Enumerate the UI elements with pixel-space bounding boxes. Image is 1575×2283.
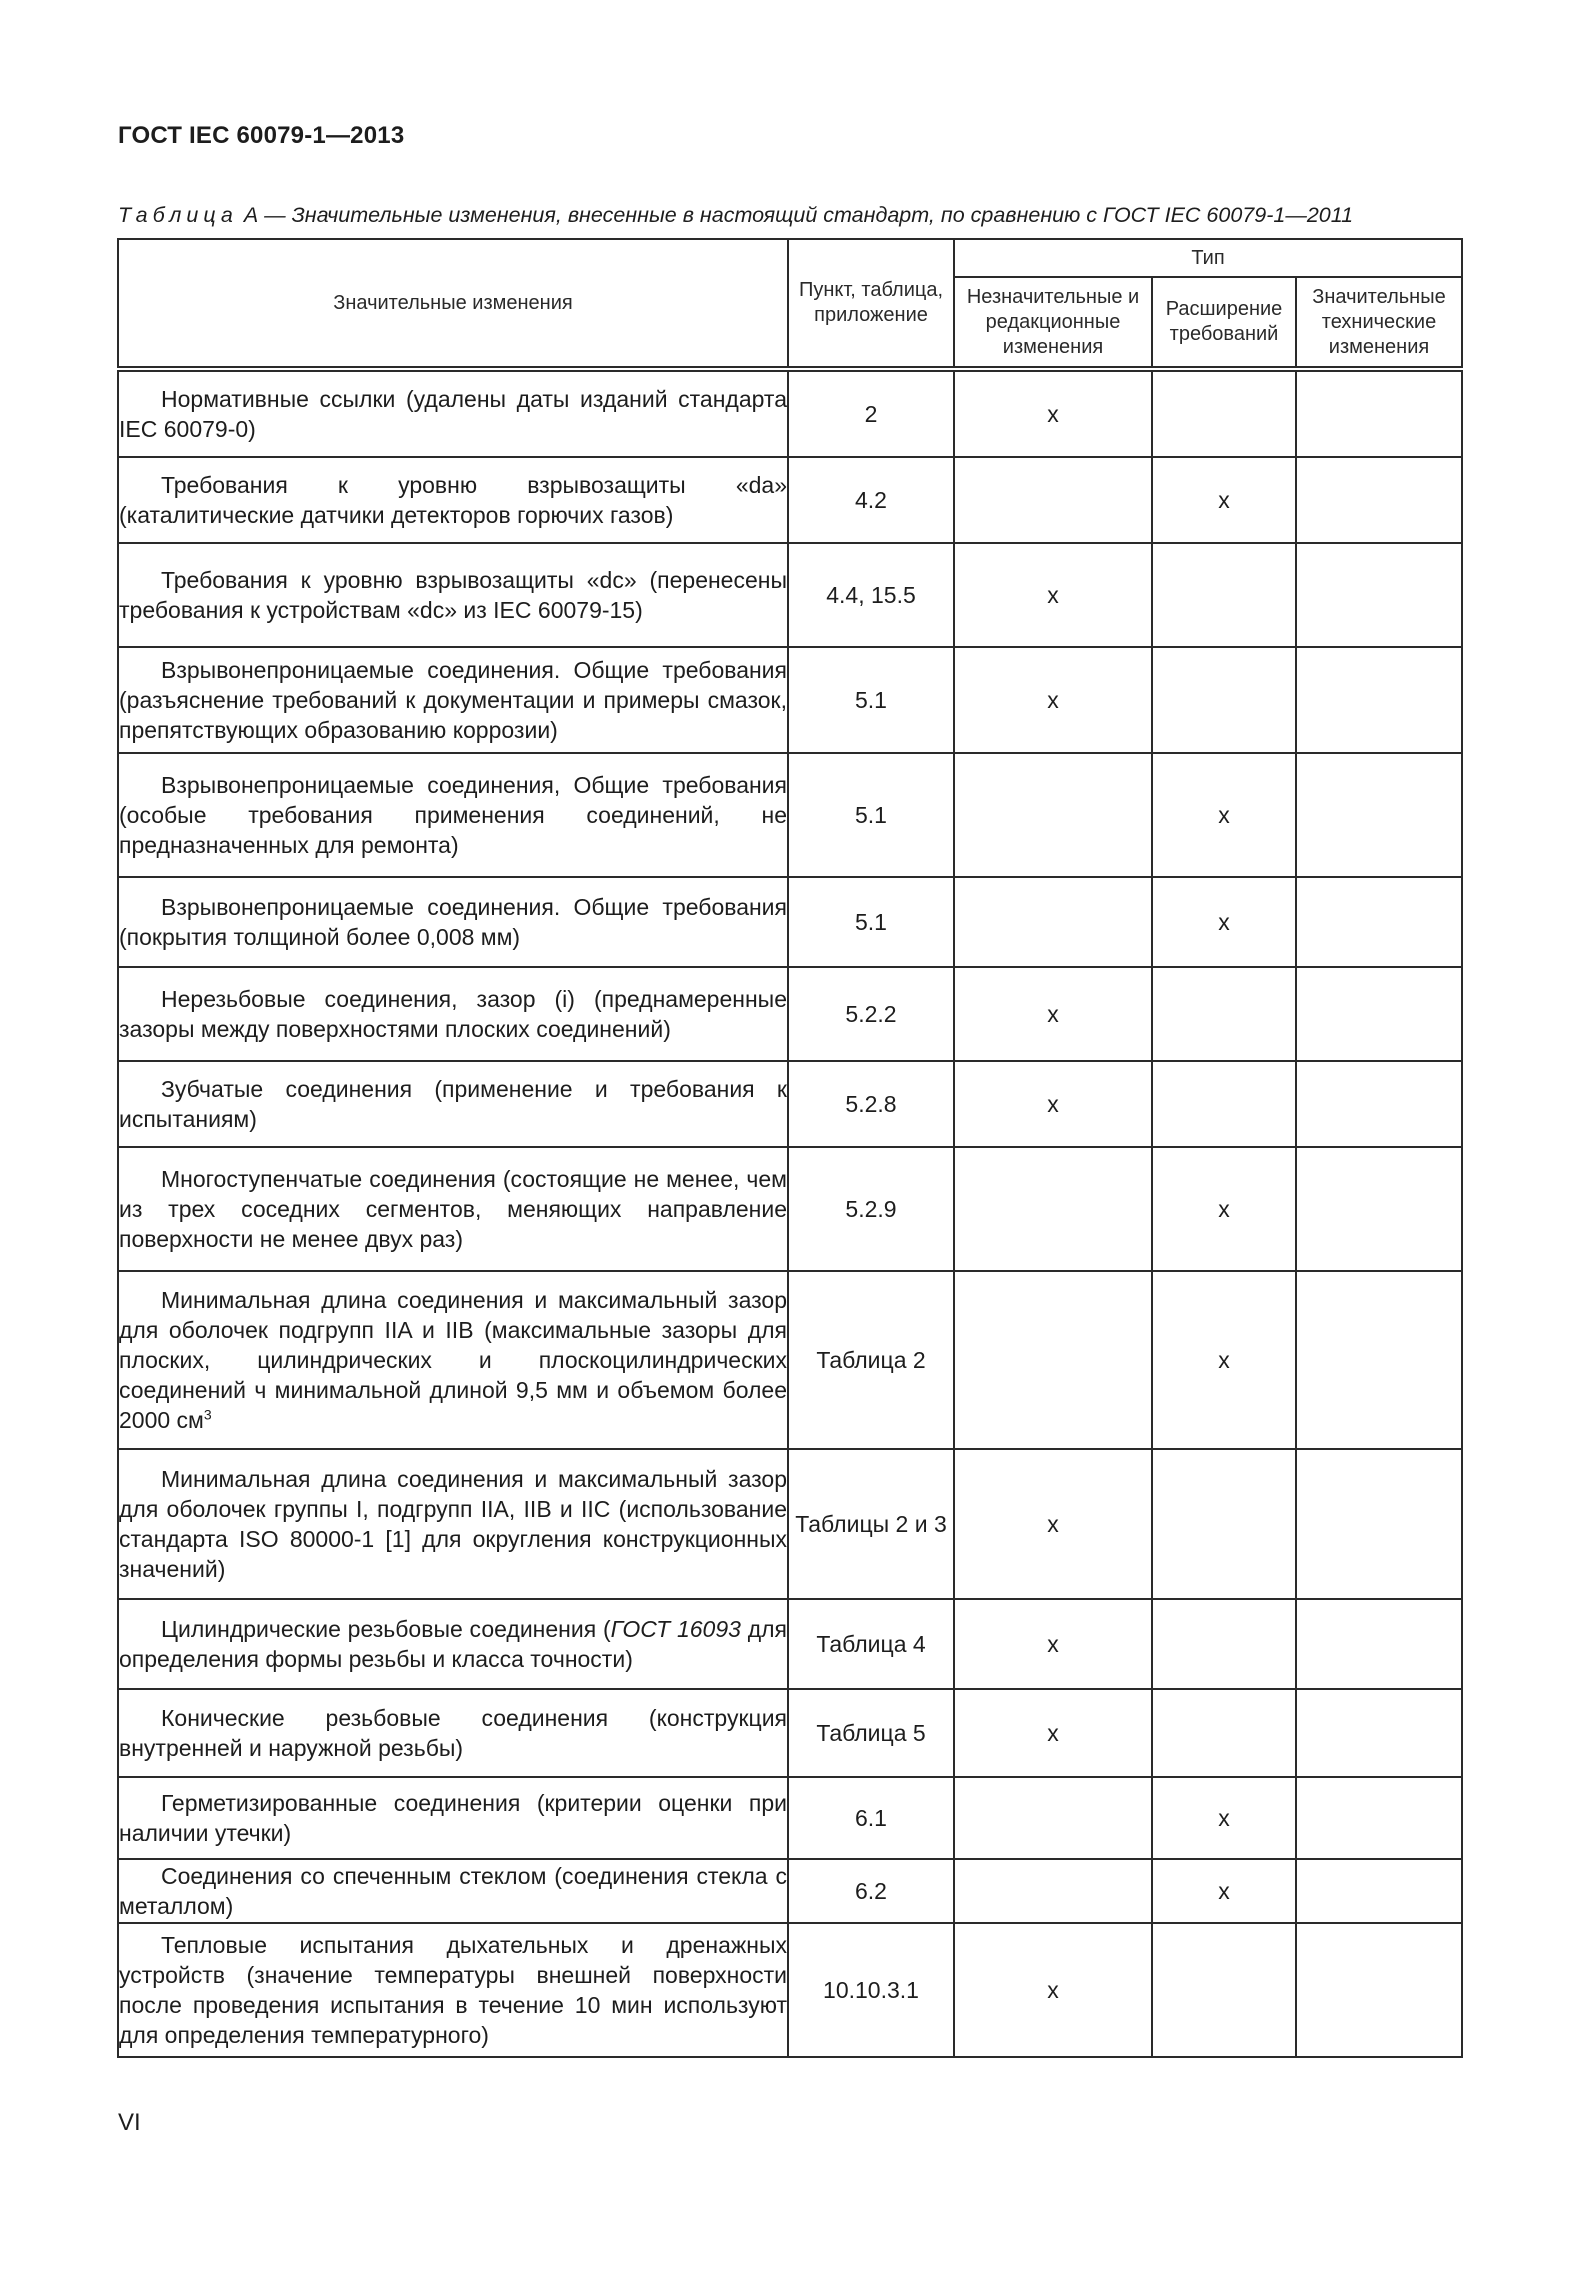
change-description: Нерезьбовые соединения, зазор (i) (преднамеренные зазоры между поверхностями плоских соединений) [118,967,788,1061]
changes-table [117,238,1463,2058]
table-row [118,457,1462,543]
table-row [118,1449,1462,1599]
minor-mark: x [954,967,1152,1061]
table-row [118,1271,1462,1449]
document-header: ГОСТ IEC 60079-1—2013 [118,122,405,149]
technical-mark [1296,1599,1462,1689]
clause-reference: 10.10.3.1 [788,1923,954,2057]
extension-mark: x [1152,753,1296,877]
clause-reference: 4.4, 15.5 [788,543,954,647]
technical-mark [1296,1777,1462,1859]
technical-mark [1296,1449,1462,1599]
extension-mark [1152,1599,1296,1689]
minor-mark: x [954,1449,1152,1599]
table-row [118,647,1462,753]
minor-mark: x [954,1599,1152,1689]
minor-mark: x [954,1689,1152,1777]
table-row [118,1061,1462,1147]
header-technical-changes: Значительные технические изменения [1296,277,1462,369]
change-description: Требования к уровню взрывозащиты «da» (каталитические датчики детекторов горючих газов) [118,457,788,543]
minor-mark [954,457,1152,543]
minor-mark: x [954,1061,1152,1147]
table-row [118,543,1462,647]
technical-mark [1296,543,1462,647]
minor-mark: x [954,369,1152,457]
technical-mark [1296,1923,1462,2057]
extension-mark: x [1152,1859,1296,1923]
table-caption [118,203,1468,228]
technical-mark [1296,647,1462,753]
technical-mark [1296,967,1462,1061]
clause-reference: 5.2.9 [788,1147,954,1271]
clause-reference: 5.1 [788,647,954,753]
extension-mark [1152,1449,1296,1599]
minor-mark [954,1271,1152,1449]
clause-reference: 2 [788,369,954,457]
technical-mark [1296,1147,1462,1271]
table-row [118,1923,1462,2057]
header-clause: Пункт, таблица, приложение [788,239,954,369]
clause-reference: 5.1 [788,753,954,877]
extension-mark [1152,967,1296,1061]
change-description: Соединения со спеченным стеклом (соединения стекла с металлом) [118,1859,788,1923]
clause-reference: 5.1 [788,877,954,967]
clause-reference: Таблица 5 [788,1689,954,1777]
table-row [118,877,1462,967]
minor-mark [954,1859,1152,1923]
clause-reference: Таблица 4 [788,1599,954,1689]
technical-mark [1296,1271,1462,1449]
caption-text: А — Значительные изменения, внесенные в настоящий стандарт, по сравнению с ГОСТ IEC 60079-1—2011 [243,203,1354,227]
minor-mark: x [954,1923,1152,2057]
change-description: Требования к уровню взрывозащиты «dc» (перенесены требования к устройствам «dc» из IEC 60079-15) [118,543,788,647]
extension-mark: x [1152,1271,1296,1449]
table-row [118,1599,1462,1689]
technical-mark [1296,457,1462,543]
clause-reference: 6.2 [788,1859,954,1923]
minor-mark: x [954,647,1152,753]
clause-reference: Таблица 2 [788,1271,954,1449]
minor-mark: x [954,543,1152,647]
extension-mark [1152,1061,1296,1147]
table-row [118,1689,1462,1777]
header-extension: Расширение требований [1152,277,1296,369]
table-body [118,369,1462,2057]
change-description: Взрывонепроницаемые соединения. Общие требования (покрытия толщиной более 0,008 мм) [118,877,788,967]
table-row [118,1859,1462,1923]
change-description: Цилиндрические резьбовые соединения (ГОСТ 16093 для определения формы резьбы и класса точности) [118,1599,788,1689]
table-row [118,753,1462,877]
page-number: VI [118,2109,141,2136]
caption-label: Таблица [118,203,238,227]
change-description: Тепловые испытания дыхательных и дренажных устройств (значение температуры внешней поверхности после проведения испытания в течение 10 мин используют для определения температурного) [118,1923,788,2057]
clause-reference: 4.2 [788,457,954,543]
minor-mark [954,877,1152,967]
extension-mark: x [1152,1777,1296,1859]
technical-mark [1296,1689,1462,1777]
header-minor-changes: Незначительные и редакционные изменения [954,277,1152,369]
technical-mark [1296,1859,1462,1923]
technical-mark [1296,369,1462,457]
extension-mark [1152,1689,1296,1777]
change-description: Конические резьбовые соединения (конструкция внутренней и наружной резьбы) [118,1689,788,1777]
extension-mark: x [1152,877,1296,967]
change-description: Минимальная длина соединения и максимальный зазор для оболочек группы I, подгрупп IIA, IIB и IIC (использование стандарта ISO 80000-1 [1] для округления конструкционных значений) [118,1449,788,1599]
extension-mark [1152,543,1296,647]
table-row [118,369,1462,457]
header-type: Тип [954,239,1462,277]
minor-mark [954,753,1152,877]
change-description: Многоступенчатые соединения (состоящие не менее, чем из трех соседних сегментов, меняющих направление поверхности не менее двух раз) [118,1147,788,1271]
clause-reference: 5.2.8 [788,1061,954,1147]
extension-mark: x [1152,1147,1296,1271]
table-row [118,967,1462,1061]
minor-mark [954,1147,1152,1271]
clause-reference: 5.2.2 [788,967,954,1061]
change-description: Взрывонепроницаемые соединения, Общие требования (особые требования применения соединений, не предназначенных для ремонта) [118,753,788,877]
table-row [118,1147,1462,1271]
clause-reference: Таблицы 2 и 3 [788,1449,954,1599]
minor-mark [954,1777,1152,1859]
change-description: Герметизированные соединения (критерии оценки при наличии утечки) [118,1777,788,1859]
change-description: Взрывонепроницаемые соединения. Общие требования (разъяснение требований к документации и примеры смазок, препятствующих образованию коррозии) [118,647,788,753]
extension-mark [1152,369,1296,457]
change-description: Нормативные ссылки (удалены даты изданий стандарта IEC 60079-0) [118,369,788,457]
technical-mark [1296,1061,1462,1147]
change-description: Минимальная длина соединения и максимальный зазор для оболочек подгрупп IIA и IIB (максимальные зазоры для плоских, цилиндрических и плоскоцилиндрических соединений ч минимальной длиной 9,5 мм и объемом более 2000 $см^3$ [118,1271,788,1449]
technical-mark [1296,753,1462,877]
table-row [118,1777,1462,1859]
extension-mark: x [1152,457,1296,543]
extension-mark [1152,1923,1296,2057]
change-description: Зубчатые соединения (применение и требования к испытаниям) [118,1061,788,1147]
clause-reference: 6.1 [788,1777,954,1859]
technical-mark [1296,877,1462,967]
header-changes: Значительные изменения [118,239,788,369]
extension-mark [1152,647,1296,753]
